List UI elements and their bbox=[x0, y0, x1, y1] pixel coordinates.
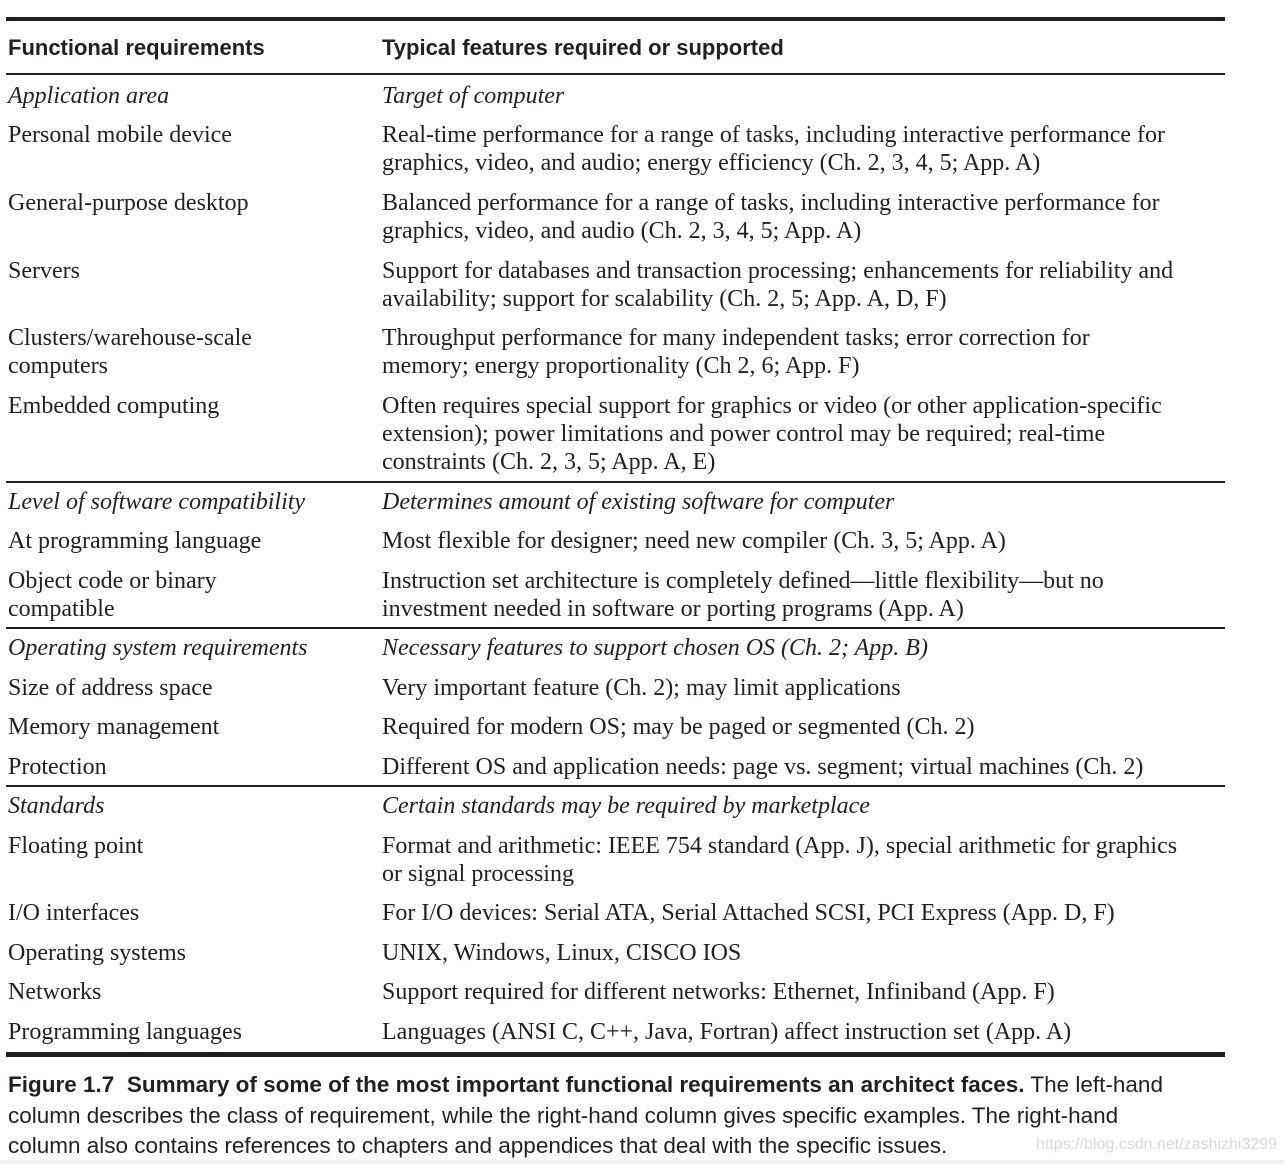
cell-line: Support required for different networks: Ethernet, Infiniband (App. F) bbox=[382, 979, 1055, 1005]
cell-line: Different OS and application needs: page vs. segment; virtual machines (Ch. 2) bbox=[382, 754, 1144, 780]
cell-line: Personal mobile device bbox=[8, 122, 232, 148]
section-features bbox=[382, 792, 870, 820]
cell-line: Necessary features to support chosen OS (Ch. 2; App. B) bbox=[382, 635, 928, 661]
row-requirement bbox=[8, 121, 232, 149]
section-requirement bbox=[8, 634, 308, 662]
cell-line: Programming languages bbox=[8, 1019, 242, 1045]
cell-line: Very important feature (Ch. 2); may limit applications bbox=[382, 675, 901, 701]
row-features bbox=[382, 753, 1143, 781]
section-rule bbox=[6, 627, 1225, 629]
bottom-rule bbox=[6, 1052, 1225, 1057]
row-requirement bbox=[8, 1018, 242, 1046]
figure-label: Figure 1.7 bbox=[8, 1072, 115, 1097]
cell-line: Certain standards may be required by marketplace bbox=[382, 793, 870, 819]
bottom-band bbox=[0, 1160, 1284, 1164]
row-requirement bbox=[8, 189, 249, 217]
row-features bbox=[382, 189, 1160, 245]
cell-line: Networks bbox=[8, 979, 102, 1005]
row-features bbox=[382, 1018, 1071, 1046]
cell-line: Support for databases and transaction processing; enhancements for reliability and bbox=[382, 258, 1174, 284]
row-requirement bbox=[8, 713, 219, 741]
row-requirement bbox=[8, 899, 139, 927]
cell-line: Often requires special support for graphics or video (or other application-specific bbox=[382, 393, 1162, 419]
cell-line: General-purpose desktop bbox=[8, 190, 249, 216]
caption-text: The left-hand bbox=[1030, 1072, 1163, 1097]
cell-line: Application area bbox=[8, 83, 170, 109]
row-requirement bbox=[8, 324, 252, 380]
figure-caption-line-3: column also contains references to chapters and appendices that deal with the specific issues. bbox=[8, 1133, 948, 1158]
cell-line: I/O interfaces bbox=[8, 900, 140, 926]
cell-line: extension); power limitations and power control may be required; real-time bbox=[382, 421, 1106, 447]
cell-line: Required for modern OS; may be paged or segmented (Ch. 2) bbox=[382, 714, 975, 740]
cell-line: investment needed in software or porting programs (App. A) bbox=[382, 596, 964, 622]
header-rule bbox=[6, 73, 1225, 75]
section-features bbox=[382, 634, 928, 662]
cell-line: Level of software compatibility bbox=[8, 489, 306, 515]
cell-line: Floating point bbox=[8, 833, 144, 859]
row-requirement bbox=[8, 978, 101, 1006]
row-features bbox=[382, 978, 1055, 1006]
cell-line: Memory management bbox=[8, 714, 220, 740]
column-header-functional-requirements: Functional requirements bbox=[8, 35, 265, 60]
row-features bbox=[382, 939, 741, 967]
cell-line: Determines amount of existing software for computer bbox=[382, 489, 895, 515]
cell-line: Target of computer bbox=[382, 83, 565, 109]
row-features bbox=[382, 392, 1162, 476]
cell-line: Size of address space bbox=[8, 675, 213, 701]
figure-caption-line-2: column describes the class of requirement, while the right-hand column gives specific examples. The right-hand bbox=[8, 1103, 1119, 1128]
cell-line: UNIX, Windows, Linux, CISCO IOS bbox=[382, 940, 742, 966]
row-requirement bbox=[8, 257, 80, 285]
cell-line: computers bbox=[8, 353, 108, 379]
section-requirement bbox=[8, 488, 305, 516]
row-features bbox=[382, 567, 1104, 623]
section-rule bbox=[6, 481, 1225, 483]
row-features bbox=[382, 674, 901, 702]
cell-line: graphics, video, and audio; energy efficiency (Ch. 2, 3, 4, 5; App. A) bbox=[382, 150, 1041, 176]
figure-caption-line-1 bbox=[8, 1069, 1163, 1100]
cell-line: memory; energy proportionality (Ch 2, 6; App. F) bbox=[382, 353, 860, 379]
row-requirement bbox=[8, 392, 219, 420]
cell-line: graphics, video, and audio (Ch. 2, 3, 4, 5; App. A) bbox=[382, 218, 862, 244]
section-requirement bbox=[8, 82, 169, 110]
row-features bbox=[382, 121, 1165, 177]
row-features bbox=[382, 713, 975, 741]
row-features bbox=[382, 527, 1006, 555]
row-requirement bbox=[8, 527, 261, 555]
row-features bbox=[382, 832, 1177, 888]
cell-line: constraints (Ch. 2, 3, 5; App. A, E) bbox=[382, 449, 716, 475]
cell-line: Operating systems bbox=[8, 940, 186, 966]
figure-title: Summary of some of the most important functional requirements an architect faces. bbox=[126, 1072, 1025, 1097]
row-features bbox=[382, 899, 1115, 927]
row-features bbox=[382, 257, 1173, 313]
cell-line: Embedded computing bbox=[8, 393, 220, 419]
cell-line: compatible bbox=[8, 596, 115, 622]
cell-line: Servers bbox=[8, 258, 80, 284]
column-header-typical-features: Typical features required or supported bbox=[382, 35, 784, 60]
cell-line: Object code or binary bbox=[8, 568, 217, 594]
top-rule bbox=[6, 17, 1225, 21]
watermark: https://blog.csdn.net/zashizhi3299 bbox=[1036, 1136, 1278, 1153]
cell-line: At programming language bbox=[8, 528, 262, 554]
cell-line: Languages (ANSI C, C++, Java, Fortran) affect instruction set (App. A) bbox=[382, 1019, 1072, 1045]
cell-line: For I/O devices: Serial ATA, Serial Attached SCSI, PCI Express (App. D, F) bbox=[382, 900, 1115, 926]
row-requirement bbox=[8, 567, 217, 623]
cell-line: Instruction set architecture is completely defined—little flexibility—but no bbox=[382, 568, 1104, 594]
section-rule bbox=[6, 785, 1225, 787]
cell-line: Real-time performance for a range of tasks, including interactive performance for bbox=[382, 122, 1165, 148]
section-requirement bbox=[8, 792, 104, 820]
cell-line: Clusters/warehouse-scale bbox=[8, 325, 252, 351]
row-requirement bbox=[8, 674, 213, 702]
cell-line: Standards bbox=[8, 793, 105, 819]
row-features bbox=[382, 324, 1090, 380]
cell-line: availability; support for scalability (Ch. 2, 5; App. A, D, F) bbox=[382, 286, 947, 312]
cell-line: Throughput performance for many independent tasks; error correction for bbox=[382, 325, 1090, 351]
cell-line: Most flexible for designer; need new compiler (Ch. 3, 5; App. A) bbox=[382, 528, 1006, 554]
cell-line: Balanced performance for a range of tasks, including interactive performance for bbox=[382, 190, 1160, 216]
row-requirement bbox=[8, 939, 186, 967]
cell-line: Operating system requirements bbox=[8, 635, 308, 661]
cell-line: Format and arithmetic: IEEE 754 standard (App. J), special arithmetic for graphics bbox=[382, 833, 1178, 859]
section-features bbox=[382, 488, 894, 516]
cell-line: Protection bbox=[8, 754, 107, 780]
row-requirement bbox=[8, 753, 107, 781]
cell-line: or signal processing bbox=[382, 861, 574, 887]
section-features bbox=[382, 82, 564, 110]
row-requirement bbox=[8, 832, 143, 860]
